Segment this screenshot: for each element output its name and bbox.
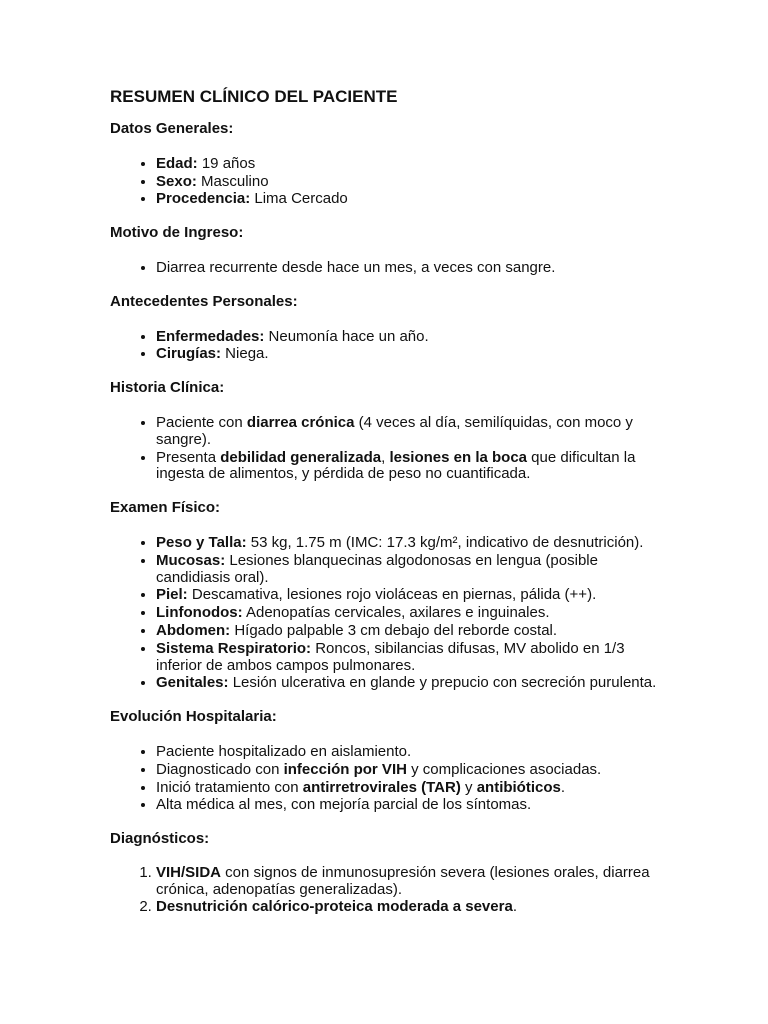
bullet-list	[110, 328, 670, 364]
list-item: • Genitales: Lesión ulcerativa en glande y prepucio con secreción purulenta.	[156, 674, 670, 692]
list-item: • Paciente hospitalizado en aislamiento.	[156, 743, 670, 761]
section-heading: Diagnósticos:	[110, 830, 210, 848]
bullet-list	[110, 534, 670, 692]
numbered-list	[110, 865, 670, 915]
list-item: • Inició tratamiento con antirretrovirales (TAR) y antibióticos.	[156, 779, 670, 797]
list-item: • Sexo: Masculino	[156, 173, 670, 191]
list-item: • Procedencia: Lima Cercado	[156, 190, 670, 208]
document-body	[110, 121, 670, 915]
list-item: 2. Desnutrición calórico-proteica moderada a severa.	[156, 899, 670, 916]
list-item: • Diagnosticado con infección por VIH y complicaciones asociadas.	[156, 761, 670, 779]
section-heading: Examen Físico:	[110, 499, 221, 517]
bullet-list	[110, 155, 670, 208]
list-item: • Linfonodos: Adenopatías cervicales, axilares e inguinales.	[156, 604, 670, 622]
list-item: • Abdomen: Hígado palpable 3 cm debajo del reborde costal.	[156, 622, 670, 640]
document-title: RESUMEN CLÍNICO DEL PACIENTE	[110, 87, 398, 106]
list-item: • Enfermedades: Neumonía hace un año.	[156, 328, 670, 346]
section-heading: Motivo de Ingreso:	[110, 224, 244, 242]
document-page	[110, 87, 670, 932]
bullet-list	[110, 743, 670, 814]
section-heading: Evolución Hospitalaria:	[110, 708, 277, 726]
list-item: • Mucosas: Lesiones blanquecinas algodonosas en lengua (posible candidiasis oral).	[156, 552, 670, 587]
list-item: • Presenta debilidad generalizada, lesiones en la boca que dificultan la ingesta de alimentos, y pérdida de peso no cuantificada.	[156, 449, 670, 484]
list-item: • Sistema Respiratorio: Roncos, sibilancias difusas, MV abolido en 1/3 inferior de ambos campos pulmonares.	[156, 640, 670, 675]
list-item: • Piel: Descamativa, lesiones rojo violáceas en piernas, pálida (++).	[156, 586, 670, 604]
list-item: • Peso y Talla: 53 kg, 1.75 m (IMC: 17.3 kg/m², indicativo de desnutrición).	[156, 534, 670, 552]
list-item: • Diarrea recurrente desde hace un mes, a veces con sangre.	[156, 259, 670, 277]
section-heading: Datos Generales:	[110, 120, 234, 137]
list-item: • Alta médica al mes, con mejoría parcial de los síntomas.	[156, 796, 670, 814]
section-heading: Antecedentes Personales:	[110, 292, 298, 310]
bullet-list	[110, 414, 670, 483]
list-item: • Paciente con diarrea crónica (4 veces al día, semilíquidas, con moco y sangre).	[156, 414, 670, 449]
bullet-list	[110, 259, 670, 277]
list-item: • Edad: 19 años	[156, 155, 670, 173]
list-item: • Cirugías: Niega.	[156, 345, 670, 363]
list-item: 1. VIH/SIDA con signos de inmunosupresión severa (lesiones orales, diarrea crónica, adenopatías generalizadas).	[156, 865, 670, 899]
section-heading: Historia Clínica:	[110, 379, 225, 397]
